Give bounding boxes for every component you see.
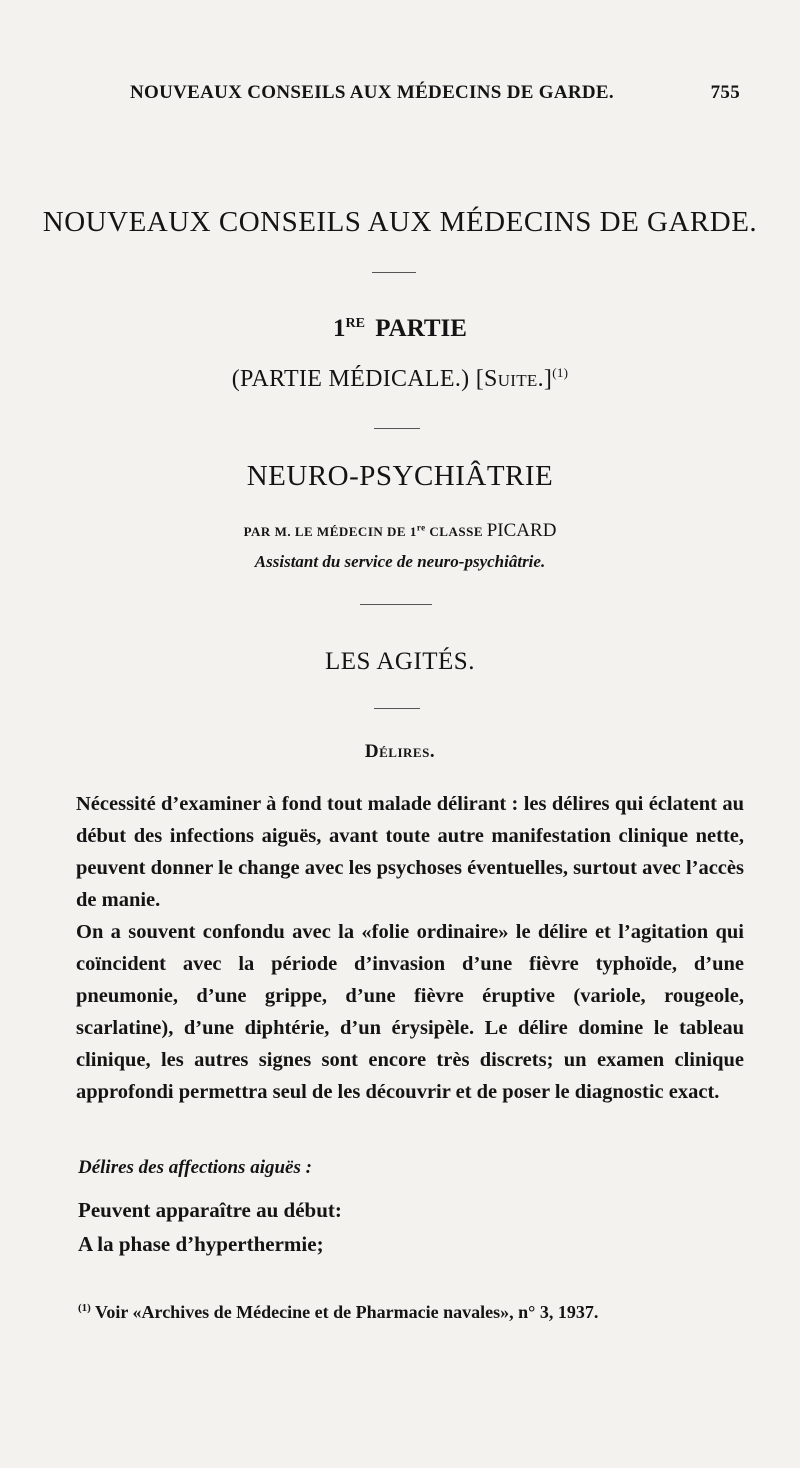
divider-rule [374, 428, 420, 429]
divider-rule [360, 604, 432, 605]
body-paragraph: On a souvent confondu avec la «folie ordinaire» le délire et l’agitation qui coïncident avec la période d’invasion d’une fièvre typhoïde, d’une pneumonie, d’une grippe, d’une fièvre éruptive (variole, rougeole, scarlatine), d’une diphtérie, d’un érysipèle. Le délire domine le tableau clinique, les autres signes sont encore très discrets; un examen clinique approfondi permettra seul de les découvrir et de poser le diagnostic exact. [76, 921, 744, 1103]
suite-label: [Suite.] [475, 366, 553, 392]
part-number-suffix: RE [345, 315, 365, 331]
footnote-text: Voir «Archives de Médecine et de Pharmacie navales», n° 3, 1937. [95, 1302, 599, 1322]
divider-rule [374, 708, 420, 709]
section-title: NEURO-PSYCHIÂTRIE [246, 460, 554, 492]
part-subtitle-text: (PARTIE MÉDICALE.) [231, 366, 470, 392]
byline-rank: CLASSE [429, 524, 483, 539]
divider-rule [372, 272, 416, 273]
subheading: Délires. [364, 741, 436, 762]
part-subtitle [0, 365, 800, 393]
byline-ordinal: re [416, 522, 426, 533]
byline-prefix: PAR M. LE MÉDECIN DE 1 [243, 524, 417, 539]
italic-heading: Délires des affections aiguës : [78, 1157, 312, 1178]
footnote [78, 1302, 598, 1323]
main-title: NOUVEAUX CONSEILS AUX MÉDECINS DE GARDE. [42, 206, 758, 238]
byline [0, 520, 800, 542]
author-name: PICARD [486, 520, 557, 541]
chapter-title: LES AGITÉS. [325, 648, 475, 675]
body-line: Peuvent apparaître au début: [78, 1198, 342, 1222]
part-label: PARTIE [375, 315, 467, 342]
running-head-title: NOUVEAUX CONSEILS AUX MÉDECINS DE GARDE. [130, 82, 614, 103]
affiliation: Assistant du service de neuro-psychiâtrie. [254, 552, 546, 571]
page-number: 755 [710, 82, 740, 103]
footnote-reference: (1) [552, 365, 569, 380]
part-title [0, 315, 800, 343]
body-paragraph: Nécessité d’examiner à fond tout malade délirant : les délires qui éclatent au début des infections aiguës, avant toute autre manifestation clinique nette, peuvent donner le change avec les psychoses éventuelles, surtout avec l’accès de manie. [76, 793, 744, 911]
footnote-marker: (1) [78, 1302, 91, 1314]
body-line: A la phase d’hyperthermie; [78, 1232, 324, 1256]
part-number: 1 [333, 315, 346, 342]
